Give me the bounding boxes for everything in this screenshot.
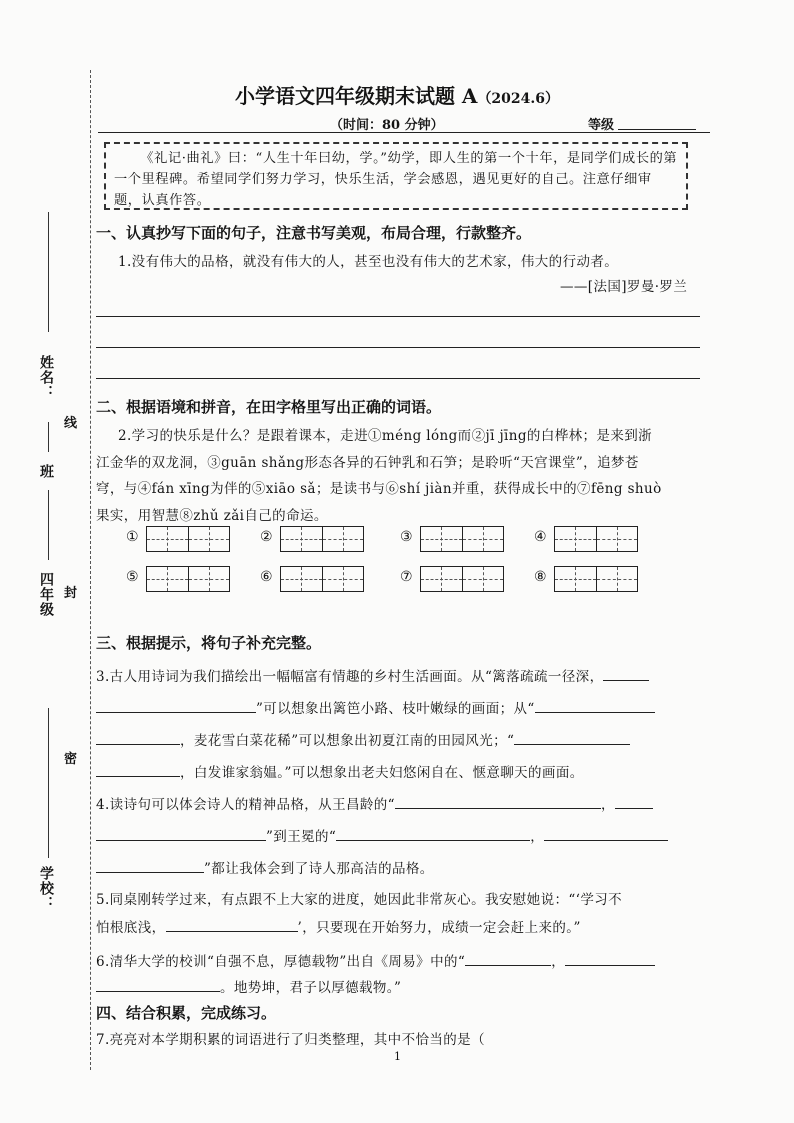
tianzige-grid[interactable] <box>280 566 364 592</box>
q3-blank-1[interactable] <box>603 666 649 681</box>
q6-text-1: 6.清华大学的校训“自强不息，厚德载物”出自《周易》中的“ <box>96 954 466 970</box>
header-rule <box>98 132 710 133</box>
q3-blank-5[interactable] <box>514 730 630 745</box>
tianzige-grid[interactable] <box>420 526 504 552</box>
school-label: 学校： <box>38 866 54 911</box>
q4-blank-6[interactable] <box>96 858 204 873</box>
tianzige-grid[interactable] <box>146 566 230 592</box>
grade-label-header: 等级 <box>588 118 615 133</box>
q7-text: 7.亮亮对本学期积累的词语进行了归类整理，其中不恰当的是（ <box>96 1032 485 1048</box>
box-label: ② <box>260 529 273 545</box>
box-label: ⑥ <box>260 569 273 585</box>
tianzige-8[interactable] <box>534 566 654 592</box>
name-label: 姓名： <box>38 355 54 400</box>
q4-blank-1[interactable] <box>395 794 601 809</box>
tianzige-2[interactable] <box>260 526 380 552</box>
q3-blank-2[interactable] <box>96 698 256 713</box>
q4-text-1: 4.读诗句可以体会诗人的精神品格，从王昌龄的“ <box>96 797 395 813</box>
q4-comma-1: ， <box>600 797 615 813</box>
binding-char-mi: 密 <box>64 752 78 767</box>
q5-blank-1[interactable] <box>166 917 298 932</box>
q1-author: ——[法国]罗曼·罗兰 <box>560 279 688 295</box>
q2-line-2: 江金华的双龙洞，③guān shǎng形态各异的石钟乳和石笋；是聆听“天宫课堂”，追梦苍 <box>96 455 639 471</box>
q5-text-2: ’，只要现在开始努力，成绩一定会赶上来的。” <box>297 920 581 936</box>
intro-box: 《礼记·曲礼》曰：“人生十年曰幼，学。”幼学，即人生的第一个十年，是同学们成长的第一个里程碑。希望同学们努力学习，快乐生活，学会感恩，遇见更好的自己。注意仔细审题，认真作答。 <box>104 142 688 210</box>
school-blank-line <box>48 708 49 858</box>
tianzige-grid[interactable] <box>554 526 638 552</box>
box-label: ④ <box>534 529 547 545</box>
q3-text-1: 3.古人用诗词为我们描绘出一幅幅富有情趣的乡村生活画面。从“篱落疏疏一径深， <box>96 669 604 685</box>
q4-blank-4[interactable] <box>336 826 530 841</box>
tianzige-4[interactable] <box>534 526 654 552</box>
q5-text-1: 怕根底浅， <box>96 920 166 936</box>
q5-line-2 <box>96 916 581 936</box>
section1-heading: 一、认真抄写下面的句子，注意书写美观，布局合理，行款整齐。 <box>96 224 532 242</box>
grade-label: 四年级 <box>38 572 54 617</box>
q6-line-2 <box>96 976 401 996</box>
exam-time: （时间：80 分钟） <box>330 118 444 133</box>
q3-line-1 <box>96 665 649 685</box>
q6-blank-3[interactable] <box>96 977 220 992</box>
q2-line-4: 果实，用智慧⑧zhǔ zǎi自己的命运。 <box>96 508 328 524</box>
name-blank-line <box>48 212 49 332</box>
q4-blank-2[interactable] <box>615 794 653 809</box>
q6-line-1 <box>96 950 655 970</box>
q4-text-3: ”都让我体会到了诗人那高洁的品格。 <box>204 861 434 877</box>
q2-line-1: 2.学习的快乐是什么？是跟着课本，走进①méng lóng而②jī jīng的白桦林；是来到浙 <box>118 428 653 444</box>
tianzige-5[interactable] <box>126 566 246 592</box>
tianzige-grid[interactable] <box>146 526 230 552</box>
q1-sentence: 1.没有伟大的品格，就没有伟大的人，甚至也没有伟大的艺术家，伟大的行动者。 <box>118 254 619 270</box>
section4-heading: 四、结合积累，完成练习。 <box>96 1004 277 1022</box>
q3-text-4: ，白发谁家翁媪。”可以想象出老夫妇悠闲自在、惬意聊天的画面。 <box>180 765 584 781</box>
q4-blank-3[interactable] <box>96 826 266 841</box>
q4-line-1 <box>96 793 653 813</box>
box-label: ③ <box>400 529 413 545</box>
q6-comma: ， <box>551 954 566 970</box>
page-number: 1 <box>394 1050 401 1063</box>
q2-line-3: 穹，与④fán xīng为伴的⑤xiāo sǎ；是读书与⑥shí jiàn并重，获得成长中的⑦fēng shuò <box>96 481 662 497</box>
box-label: ⑧ <box>534 569 547 585</box>
class-blank-line-1 <box>48 422 49 452</box>
q6-text-2: 。地势坤，君子以厚德载物。” <box>220 980 402 996</box>
tianzige-grid[interactable] <box>280 526 364 552</box>
page-title <box>0 80 794 109</box>
q3-text-2: ”可以想象出篱笆小路、枝叶嫩绿的画面；从“ <box>256 701 535 717</box>
binding-dashed-line <box>90 70 91 1070</box>
q4-line-2 <box>96 825 668 845</box>
q4-blank-5[interactable] <box>544 826 668 841</box>
copy-line-1[interactable] <box>96 316 700 317</box>
q3-blank-6[interactable] <box>96 762 180 777</box>
q3-blank-3[interactable] <box>535 698 655 713</box>
title-text: 小学语文四年级期末试题 A <box>234 84 478 108</box>
tianzige-6[interactable] <box>260 566 380 592</box>
q6-blank-1[interactable] <box>465 951 551 966</box>
box-label: ⑦ <box>400 569 413 585</box>
copy-line-2[interactable] <box>96 347 700 348</box>
box-label: ⑤ <box>126 569 139 585</box>
q3-line-2 <box>96 697 655 717</box>
q6-blank-2[interactable] <box>565 951 655 966</box>
q4-text-2: ”到王冕的“ <box>266 829 337 845</box>
tianzige-grid[interactable] <box>420 566 504 592</box>
copy-line-3[interactable] <box>96 378 700 379</box>
q3-text-3: ，麦花雪白菜花稀”可以想象出初夏江南的田园风光；“ <box>180 733 515 749</box>
binding-char-feng: 封 <box>64 586 78 601</box>
tianzige-grid[interactable] <box>554 566 638 592</box>
class-blank-line-2 <box>48 490 49 560</box>
class-label: 班 <box>38 464 54 479</box>
q3-line-3 <box>96 729 630 749</box>
q3-line-4 <box>96 761 584 781</box>
tianzige-1[interactable] <box>126 526 246 552</box>
grade-blank[interactable] <box>618 129 696 130</box>
q5-line-1: 5.同桌刚转学过来，有点跟不上大家的进度，她因此非常灰心。我安慰她说：“‘学习不 <box>96 892 623 908</box>
tianzige-3[interactable] <box>400 526 520 552</box>
q4-comma-2: ， <box>530 829 545 845</box>
tianzige-7[interactable] <box>400 566 520 592</box>
title-date: （2024.6） <box>477 91 560 107</box>
box-label: ① <box>126 529 139 545</box>
q4-line-3 <box>96 857 434 877</box>
section3-heading: 三、根据提示，将句子补充完整。 <box>96 634 322 652</box>
section2-heading: 二、根据语境和拼音，在田字格里写出正确的词语。 <box>96 398 442 416</box>
binding-char-xian: 线 <box>64 416 78 431</box>
q3-blank-4[interactable] <box>96 730 180 745</box>
